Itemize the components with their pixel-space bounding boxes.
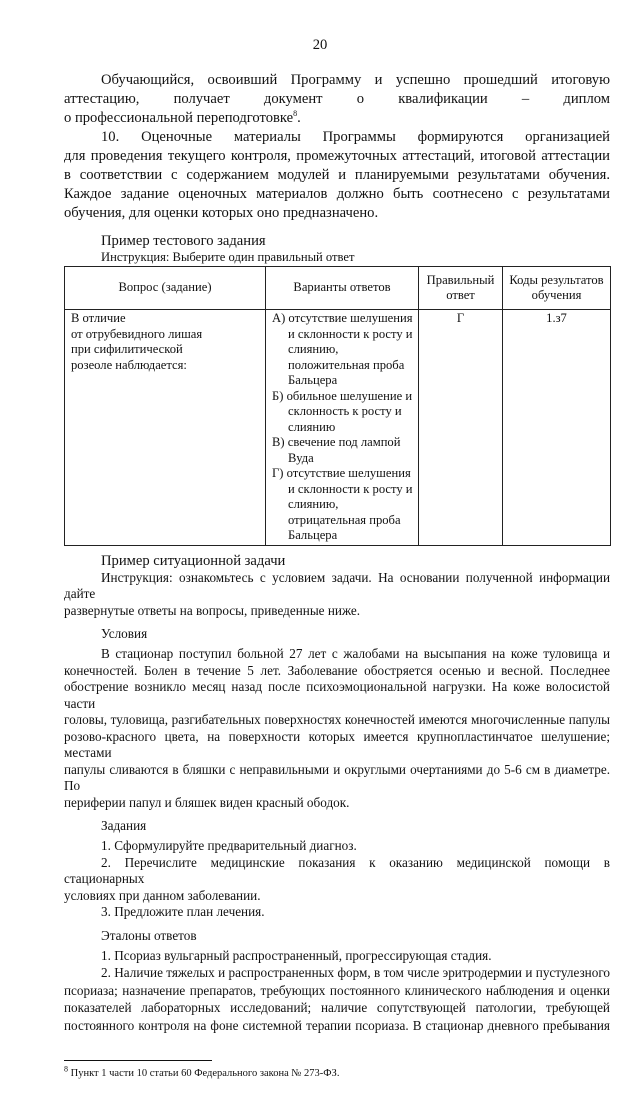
answer-option-a: А) отсутствие шелушения и склонности к росту и слиянию, положительная проба Бальцера (272, 311, 413, 387)
question-cell (65, 310, 266, 546)
case-instruction (64, 570, 610, 620)
footnote-divider (64, 1060, 212, 1061)
text-line: обострение возникло месяц назад после психоэмоциональной нагрузки. На коже волосистой части (64, 679, 610, 711)
punctuation: . (297, 110, 301, 126)
text-line: в соответствии с содержанием модулей и планируемыми результатами обучения. (64, 167, 610, 183)
task-item: 1. Сформулируйте предварительный диагноз. (101, 838, 357, 853)
page-number: 20 (312, 37, 328, 53)
text-line (64, 109, 610, 128)
question-line: розеоле наблюдается: (71, 357, 187, 372)
header-codes: Коды результатов обучения (503, 267, 611, 310)
text-line: конечностей. Болен в течение 5 лет. Заболевание обостряется осенью и весной. Последнее (64, 662, 610, 678)
test-example-title: Пример тестового задания (101, 233, 266, 249)
tasks-heading: Задания (101, 818, 147, 833)
text-line: Инструкция: ознакомьтесь с условием задачи. На основании полученной информации дайте (64, 569, 610, 601)
text-line: 10. Оценочные материалы Программы формируются организацией (101, 129, 610, 145)
test-table (64, 266, 611, 546)
text-line: папулы сливаются в бляшки с неправильными и округлыми очертаниями до 5-6 см в диаметре. По (64, 761, 610, 793)
text-line: головы, туловища, разгибательных поверхностях конечностей имеются многочисленные папулы (64, 712, 610, 727)
text-line: аттестацию, получает документ о квалификации – диплом (64, 91, 610, 107)
footnote-text: Пункт 1 части 10 статьи 60 Федерального закона № 273-ФЗ. (70, 1068, 340, 1079)
text-line: обучения, для оценки которых оно предназначено. (64, 205, 379, 221)
table-header-row (65, 267, 611, 310)
question-line: В отличие (71, 311, 126, 325)
text-line: показателей лабораторных исследований; наличие сопутствующей патологии, требующей (64, 1000, 610, 1015)
table-row (65, 310, 611, 546)
header-question: Вопрос (задание) (65, 267, 266, 310)
header-correct: Правильный ответ (419, 267, 503, 310)
text-line: псориаза; назначение препаратов, требующих постоянного клинического наблюдения и оценки (64, 982, 610, 998)
task-item: условиях при данном заболевании. (64, 887, 261, 903)
text-line: 2. Наличие тяжелых и распространенных форм, в том числе эритродермии и пустулезного (101, 965, 610, 980)
text-line: розово-красного цвета, на поверхности которых имеется крупнопластинчатое шелушение; местами (64, 728, 610, 760)
text-span: о профессиональной переподготовке (64, 110, 294, 126)
correct-answer-cell: Г (419, 310, 503, 546)
question-line: от отрубевидного лишая (71, 326, 203, 341)
intro-paragraphs (64, 71, 610, 223)
task-item: 2. Перечислите медицинские показания к оказанию медицинской помощи в стационарных (64, 854, 610, 886)
header-options: Варианты ответов (266, 267, 419, 310)
answers-heading: Эталоны ответов (101, 927, 197, 943)
tasks-list (64, 838, 610, 921)
footnote-reference[interactable]: 8 (293, 109, 298, 119)
task-item: 3. Предложите план лечения. (101, 904, 265, 919)
text-line: 1. Псориаз вульгарный распространенный, прогрессирующая стадия. (101, 947, 492, 963)
text-line: Обучающийся, освоивший Программу и успешно прошедший итоговую (101, 72, 610, 88)
conditions-heading: Условия (101, 626, 148, 641)
text-line: периферии папул и бляшек виден красный ободок. (64, 794, 350, 810)
test-example-instruction: Инструкция: Выберите один правильный ответ (101, 250, 355, 264)
codes-cell: 1.з7 (503, 310, 611, 546)
text-line: развернутые ответы на вопросы, приведенные ниже. (64, 602, 361, 618)
options-cell (266, 310, 419, 546)
text-line: В стационар поступил больной 27 лет с жалобами на высыпания на коже туловища и (101, 646, 610, 661)
document-page (64, 0, 610, 1100)
text-line: для проведения текущего контроля, промежуточных аттестаций, итоговой аттестации (64, 148, 610, 164)
answer-option-v: В) свечение под лампой Вуда (272, 435, 401, 465)
answer-option-g: Г) отсутствие шелушения и склонности к росту и слиянию, отрицательная проба Бальцера (272, 466, 413, 542)
answer-option-b: Б) обильное шелушение и склонность к росту и слиянию (272, 388, 413, 434)
conditions-text (64, 646, 610, 811)
question-line: при сифилитической (71, 342, 183, 356)
text-line: постоянного контроля на фоне системной терапии псориаза. В стационар дневного пребывания (64, 1017, 610, 1033)
text-line: Каждое задание оценочных материалов должно быть соотнесено с результатами (64, 186, 610, 202)
case-example-title: Пример ситуационной задачи (101, 552, 286, 569)
footnote (64, 1064, 610, 1080)
footnote-mark: 8 (64, 1064, 68, 1074)
answers-text (64, 947, 610, 1035)
